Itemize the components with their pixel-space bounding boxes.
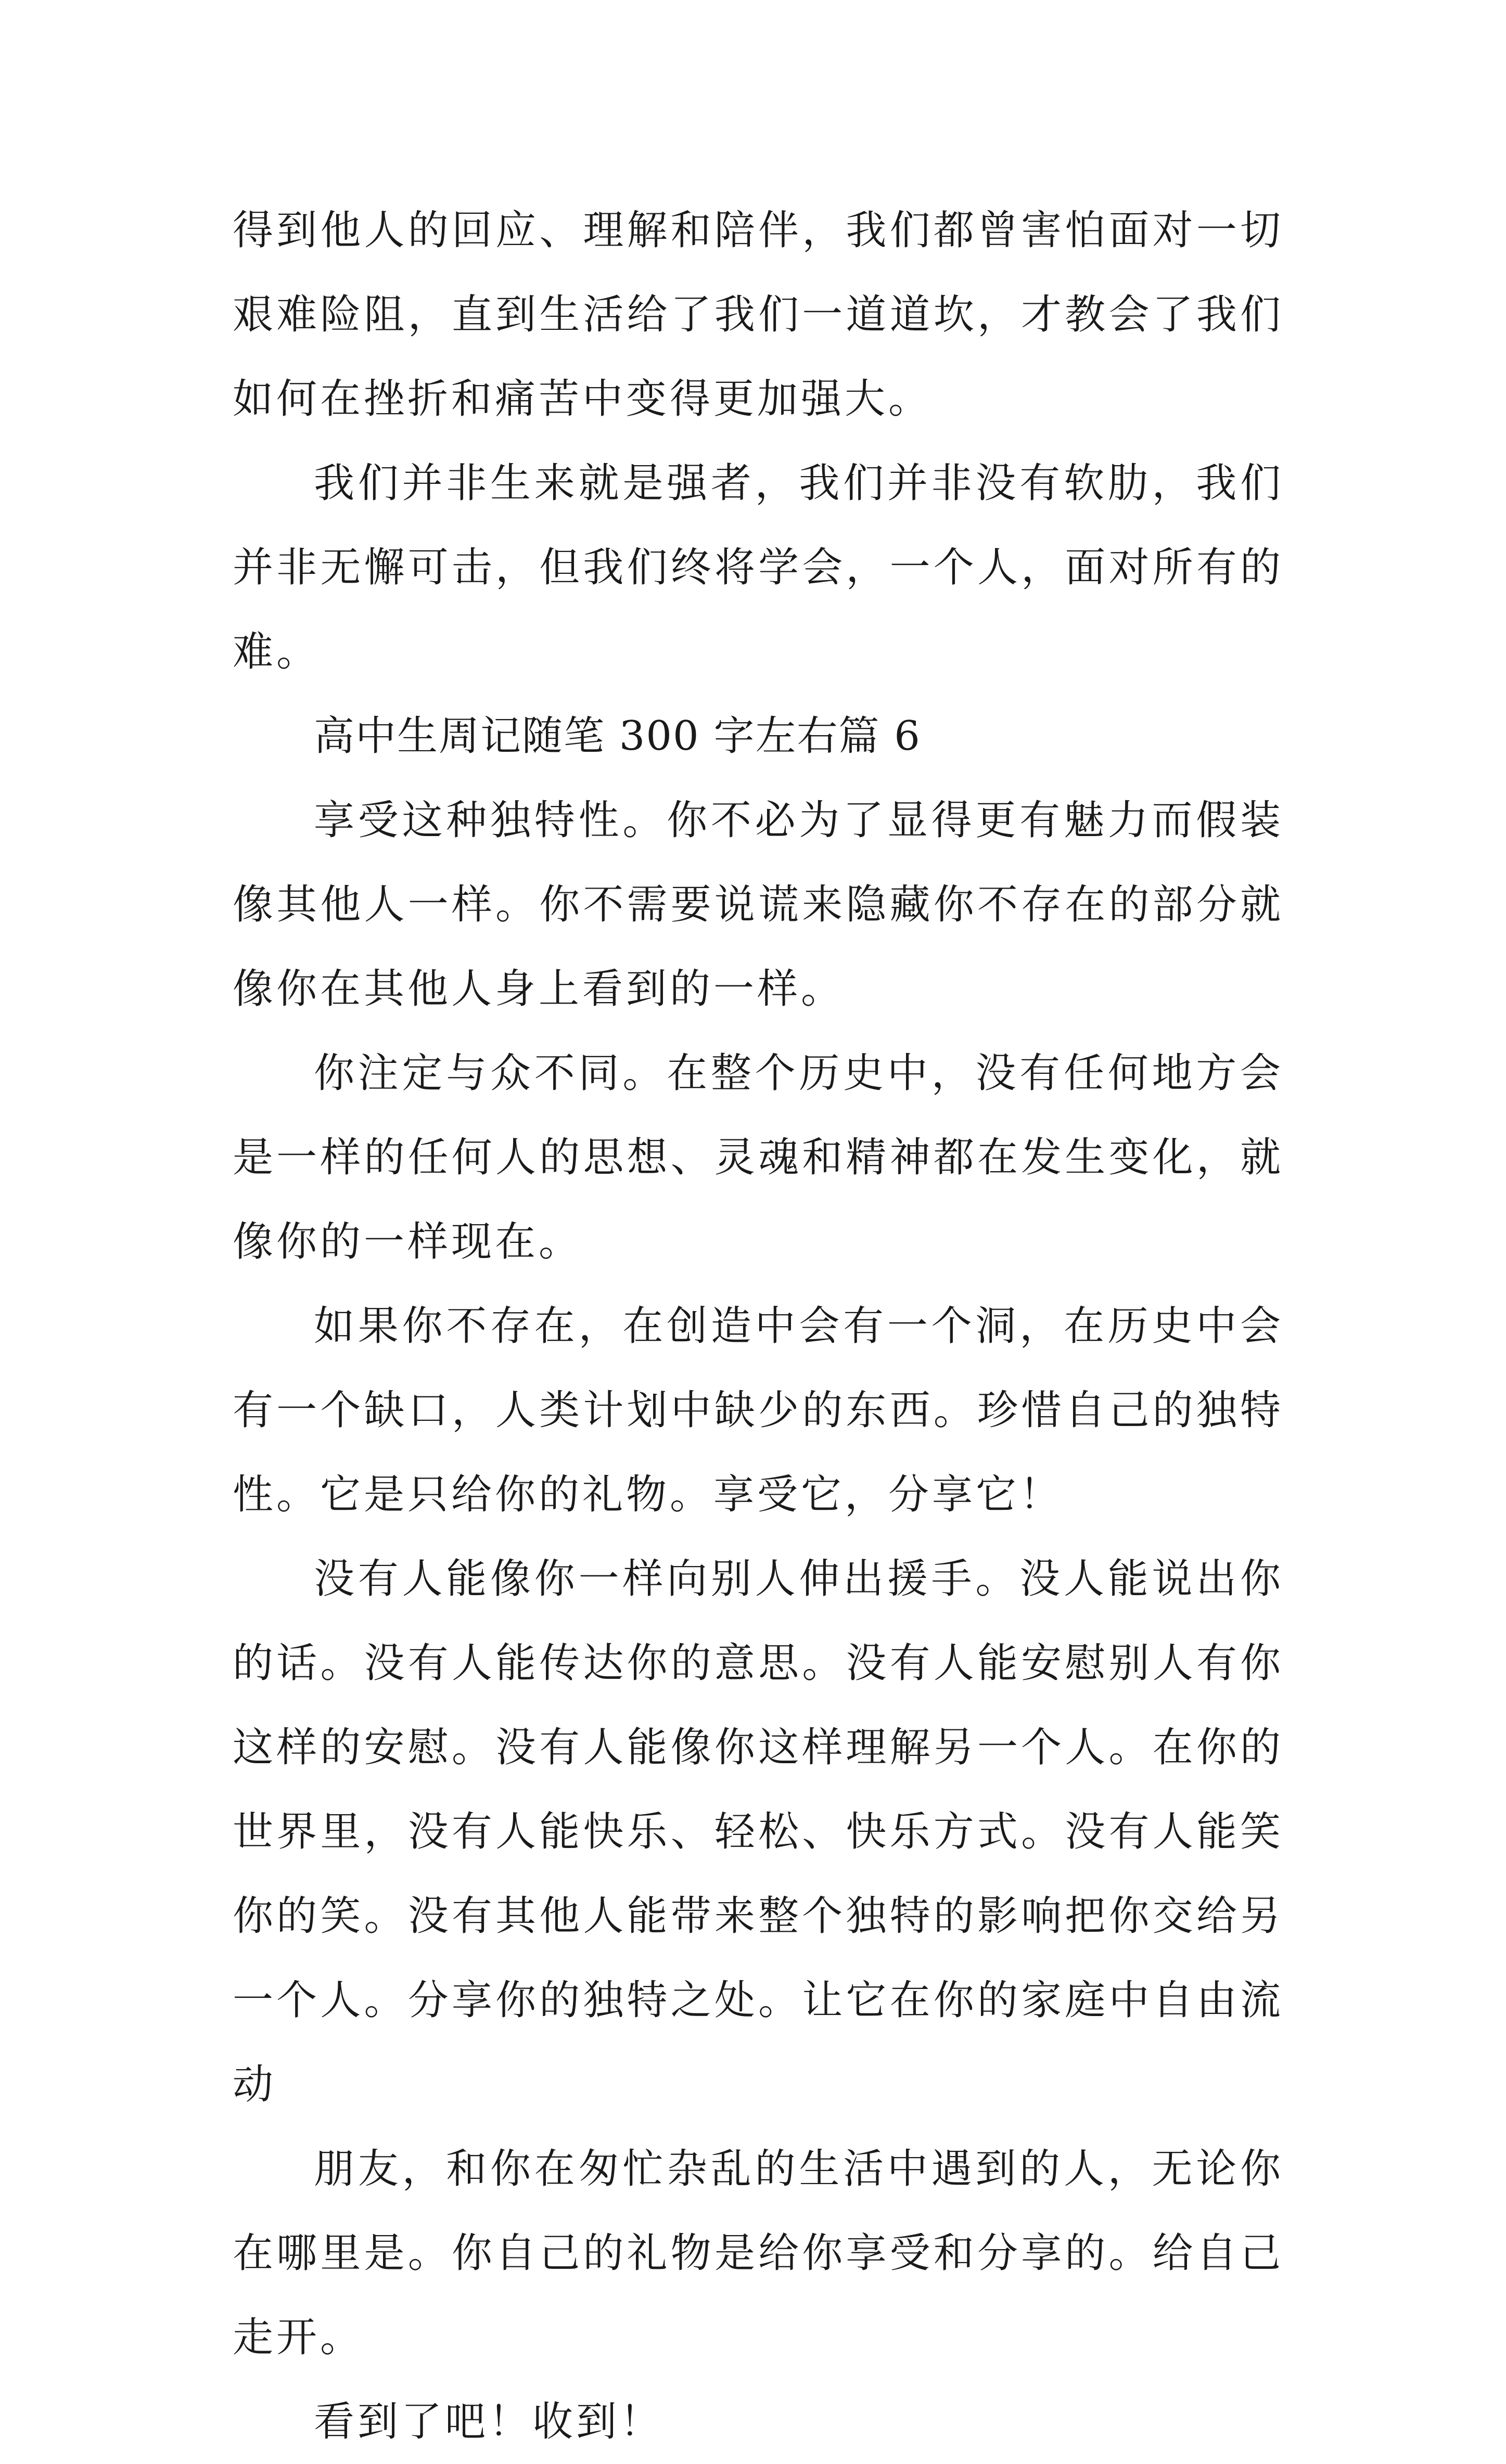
paragraph-7: 朋友，和你在匆忙杂乱的生活中遇到的人，无论你在哪里是。你自己的礼物是给你享受和分享的。给自己走开。 <box>233 2146 1284 2361</box>
paragraph-8: 看到了吧！收到！ <box>314 2398 664 2445</box>
paragraph-2: 我们并非生来就是强者，我们并非没有软肋，我们并非无懈可击，但我们终将学会，一个人，面对所有的难。 <box>233 460 1284 675</box>
section-heading: 高中生周记随笔 300 字左右篇 6 <box>314 713 921 760</box>
paragraph-1: 得到他人的回应、理解和陪伴，我们都曾害怕面对一切艰难险阻，直到生活给了我们一道道坎，才教会了我们如何在挫折和痛苦中变得更加强大。 <box>233 207 1284 422</box>
paragraph-3: 享受这种独特性。你不必为了显得更有魅力而假装像其他人一样。你不需要说谎来隐藏你不存在的部分就像你在其他人身上看到的一样。 <box>233 797 1284 1012</box>
paragraph-5: 如果你不存在，在创造中会有一个洞，在历史中会有一个缺口，人类计划中缺少的东西。珍惜自己的独特性。它是只给你的礼物。享受它，分享它！ <box>233 1303 1284 1518</box>
paragraph-4: 你注定与众不同。在整个历史中，没有任何地方会是一样的任何人的思想、灵魂和精神都在发生变化，就像你的一样现在。 <box>233 1050 1284 1265</box>
document-body <box>233 188 1284 2464</box>
paragraph-6: 没有人能像你一样向别人伸出援手。没人能说出你的话。没有人能传达你的意思。没有人能安慰别人有你这样的安慰。没有人能像你这样理解另一个人。在你的世界里，没有人能快乐、轻松、快乐方式。没有人能笑你的笑。没有其他人能带来整个独特的影响把你交给另一个人。分享你的独特之处。让它在你的家庭中自由流动 <box>233 1556 1284 2108</box>
